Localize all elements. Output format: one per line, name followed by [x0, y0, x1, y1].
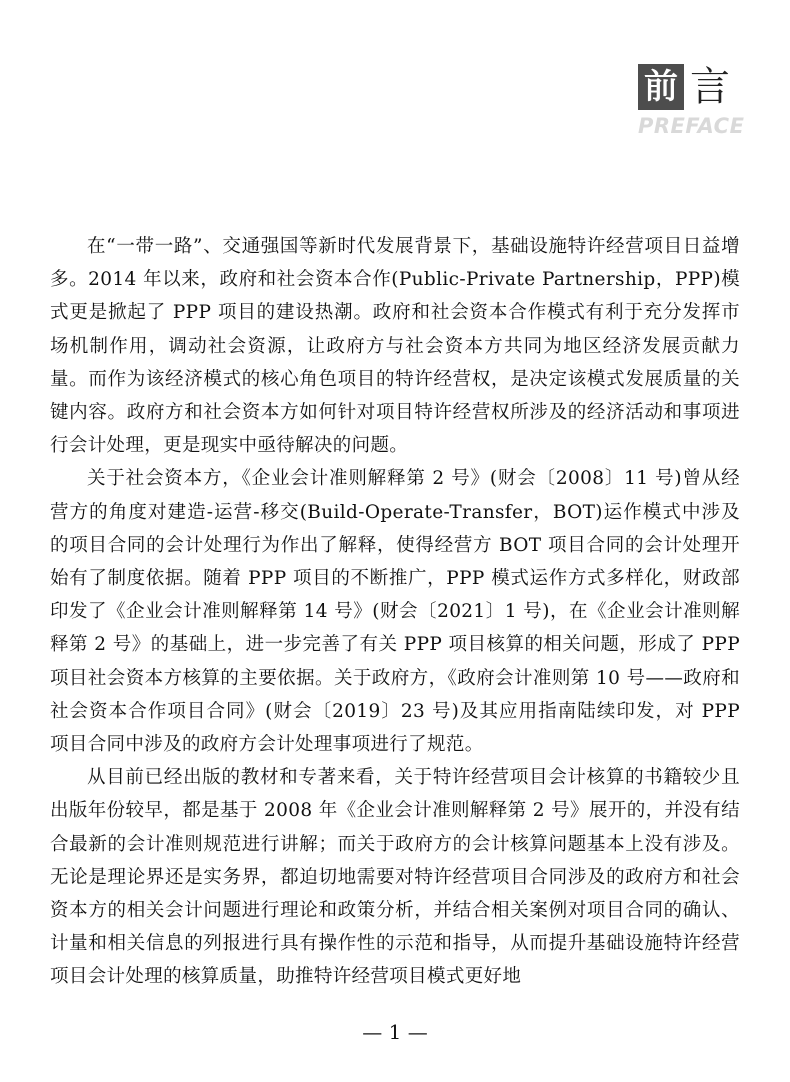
preface-subtitle: PREFACE	[638, 114, 745, 138]
preface-body	[50, 230, 740, 994]
preface-title	[638, 64, 738, 110]
page-number: — 1 —	[362, 1020, 428, 1044]
preface-title-char-plain: 言	[690, 64, 730, 110]
paragraph-2: 关于社会资本方，《企业会计准则解释第 2 号》(财会〔2008〕11 号)曾从经营方的角度对建造-运营-移交(Build-Operate-Transfer，BOT)运作模式中涉及的项目合同的会计处理行为作出了解释，使得经营方 BOT 项目合同的会计处理开始有了制度依据。随着 PPP 项目的不断推广，PPP 模式运作方式多样化，财政部印发了《企业会计准则解释第 14 号》(财会〔2021〕1 号)，在《企业会计准则解释第 2 号》的基础上，进一步完善了有关 PPP 项目核算的相关问题，形成了 PPP 项目社会资本方核算的主要依据。关于政府方，《政府会计准则第 10 号——政府和社会资本合作项目合同》(财会〔2019〕23 号)及其应用指南陆续印发，对 PPP 项目合同中涉及的政府方会计处理事项进行了规范。	[50, 468, 740, 756]
preface-header	[638, 64, 745, 138]
paragraph-3: 从目前已经出版的教材和专著来看，关于特许经营项目会计核算的书籍较少且出版年份较早，都是基于 2008 年《企业会计准则解释第 2 号》展开的，并没有结合最新的会计准则规范进行讲解；而关于政府方的会计核算问题基本上没有涉及。无论是理论界还是实务界，都迫切地需要对特许经营项目合同涉及的政府方和社会资本方的相关会计问题进行理论和政策分析，并结合相关案例对项目合同的确认、计量和相关信息的列报进行具有操作性的示范和指导，从而提升基础设施特许经营项目会计处理的核算质量，助推特许经营项目模式更好地	[50, 767, 740, 988]
paragraph-1: 在“一带一路”、交通强国等新时代发展背景下，基础设施特许经营项目日益增多。2014 年以来，政府和社会资本合作(Public-Private Partnership，PPP)模式更是掀起了 PPP 项目的建设热潮。政府和社会资本合作模式有利于充分发挥市场机制作用，调动社会资源，让政府方与社会资本方共同为地区经济发展贡献力量。而作为该经济模式的核心角色项目的特许经营权，是决定该模式发展质量的关键内容。政府方和社会资本方如何针对项目特许经营权所涉及的经济活动和事项进行会计处理，更是现实中亟待解决的问题。	[50, 236, 740, 457]
preface-title-char-boxed: 前	[638, 64, 684, 110]
